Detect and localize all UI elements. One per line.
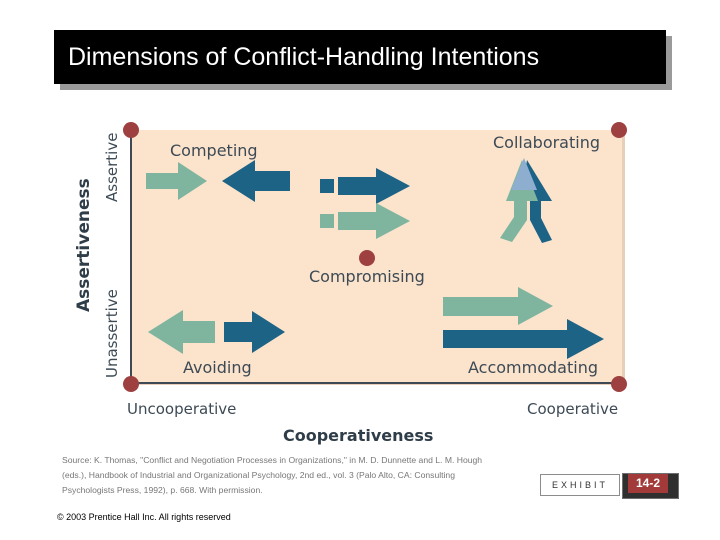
compromise-dark-tail <box>320 179 334 193</box>
x-axis-low-label: Uncooperative <box>127 400 237 418</box>
slide-title: Dimensions of Conflict-Handling Intentions <box>54 30 666 84</box>
dot-bottom-right <box>611 376 627 392</box>
y-axis-high-label: Assertive <box>103 132 121 202</box>
y-axis-low-label: Unassertive <box>103 289 121 378</box>
y-axis-title: Assertiveness <box>74 178 94 312</box>
compromise-light-arrow <box>338 203 410 239</box>
dot-top-left <box>123 122 139 138</box>
label-compromising: Compromising <box>309 267 425 286</box>
compromise-dark-arrow <box>338 168 410 204</box>
exhibit-number: 14-2 <box>628 474 668 493</box>
label-competing: Competing <box>170 141 258 160</box>
avoiding-dark-arrow <box>224 311 285 353</box>
competing-dark-arrow <box>222 160 290 202</box>
copyright-notice: © 2003 Prentice Hall Inc. All rights reserved <box>57 512 231 522</box>
avoiding-light-arrow <box>148 310 215 354</box>
label-avoiding: Avoiding <box>183 358 252 377</box>
compromise-light-tail <box>320 214 334 228</box>
accommodating-light-arrow <box>443 287 553 325</box>
exhibit-label: EXHIBIT <box>540 474 620 496</box>
dot-top-right <box>611 122 627 138</box>
dot-center <box>359 250 375 266</box>
x-axis-title: Cooperativeness <box>283 426 434 445</box>
source-citation: Source: K. Thomas, "Conflict and Negotiation Processes in Organizations," in M. D. Dunnette and L. M. Hough (eds.), Handbook of Industrial and Organizational Psychology, 2nd ed., vol. 3 (Palo Alto, CA: Consulting Psychologists Press, 1992), p. 668. With permission. <box>62 455 483 495</box>
label-accommodating: Accommodating <box>468 358 598 377</box>
label-collaborating: Collaborating <box>493 133 600 152</box>
accommodating-dark-arrow <box>443 319 604 359</box>
x-axis-high-label: Cooperative <box>527 400 619 418</box>
competing-light-arrow <box>146 162 207 200</box>
dot-bottom-left <box>123 376 139 392</box>
